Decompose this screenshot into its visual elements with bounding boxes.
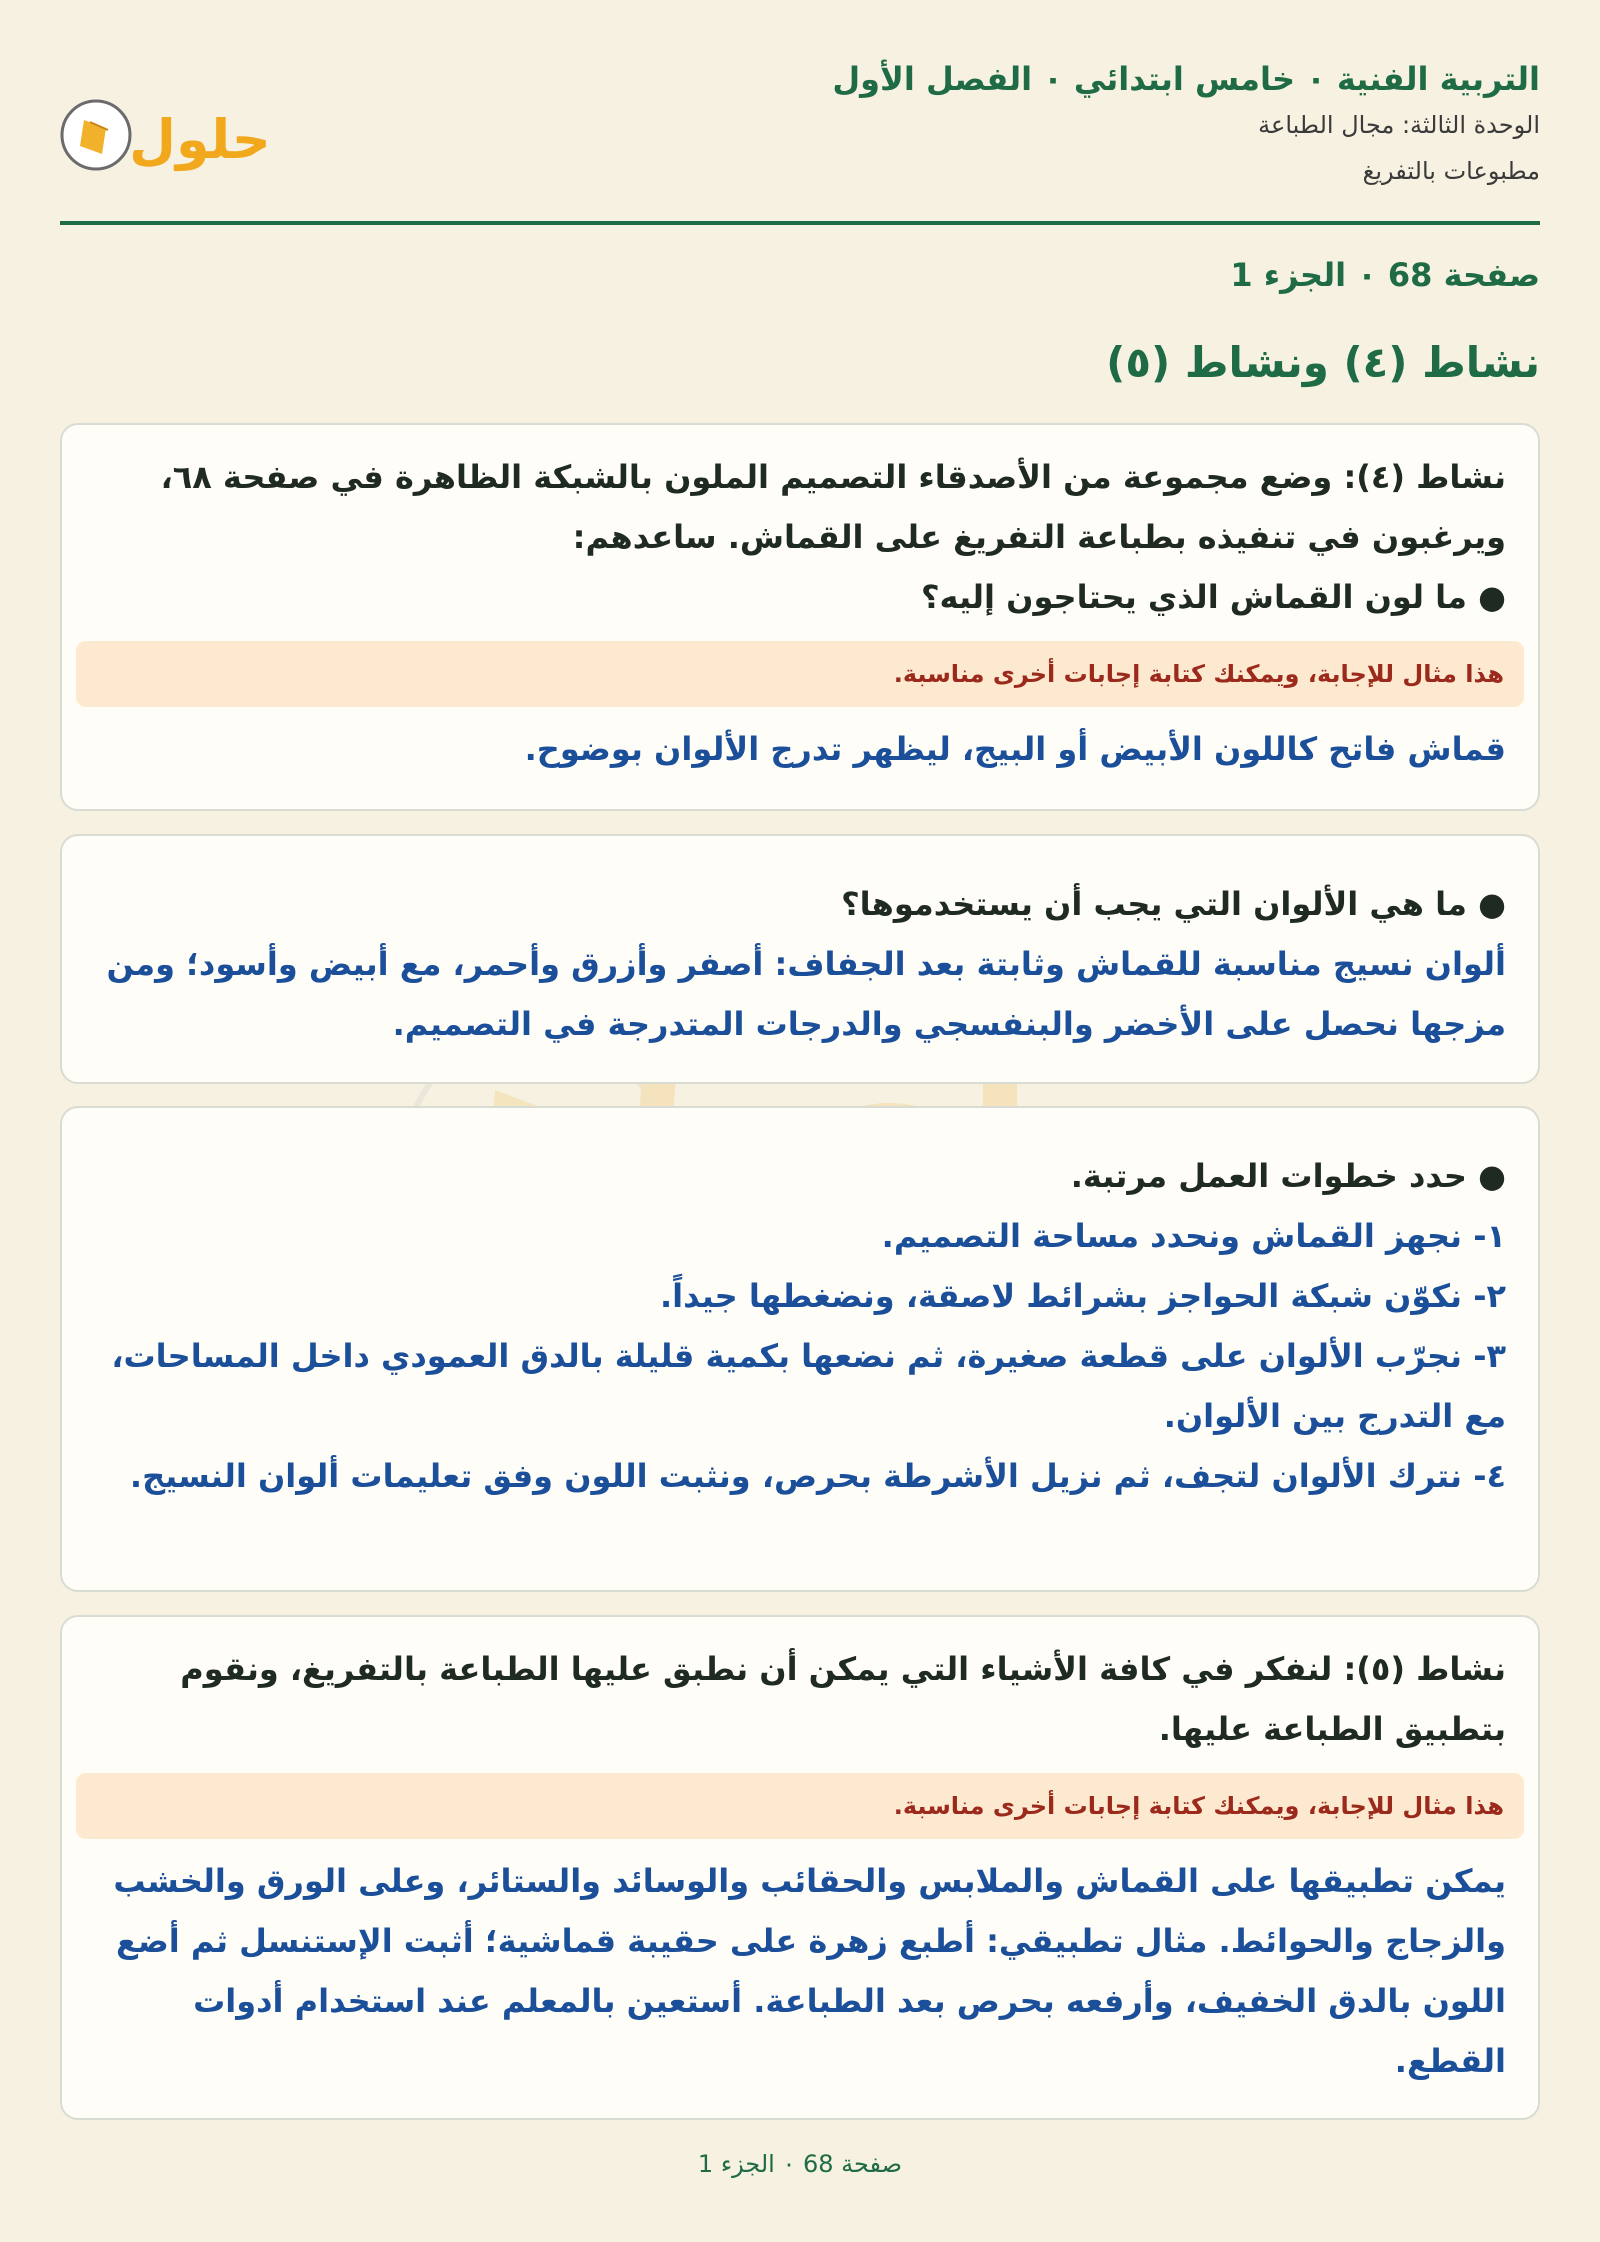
activity-4-question: نشاط (٤): وضع مجموعة من الأصدقاء التصميم الملون بالشبكة الظاهرة في صفحة ٦٨، ويرغبون في تنفيذه بطباعة التفريغ على القماش. ساعدهم: [160, 458, 1506, 556]
fabric-color-answer: قماش فاتح كاللون الأبيض أو البيج، ليظهر تدرج الألوان بوضوح. [524, 730, 1506, 768]
note-text: هذا مثال للإجابة، ويمكنك كتابة إجابات أخرى مناسبة. [893, 1792, 1504, 1820]
page-footer: صفحة 68 ۰ الجزء 1 [697, 2150, 903, 2178]
steps-question: ● حدد خطوات العمل مرتبة. [1070, 1157, 1506, 1195]
subject-title: التربية الفنية ۰ خامس ابتدائي ۰ الفصل الأول [832, 60, 1540, 98]
page-label: صفحة 68 ۰ الجزء 1 [1230, 256, 1540, 294]
colors-answer: ألوان نسيج مناسبة للقماش وثابتة بعد الجفاف: أصفر وأزرق وأحمر، مع أبيض وأسود؛ ومن مزجها نحصل على الأخضر والبنفسجي والدرجات المتدرجة في التصميم. [106, 945, 1506, 1043]
logo-text: حلول [129, 108, 271, 171]
activity-5-answer: يمكن تطبيقها على القماش والملابس والحقائب والوسائد والستائر، وعلى الورق والخشب والزجاج والحوائط. مثال تطبيقي: أطبع زهرة على حقيبة قماشية؛ أثبت الإستنسل ثم أضع اللون بالدق الخفيف، وأرفعه بحرص بعد الطباعة. أستعين بالمعلم عند استخدام أدوات القطع. [113, 1862, 1506, 2080]
fabric-color-question: ● ما لون القماش الذي يحتاجون إليه؟ [920, 578, 1506, 616]
header-text [832, 56, 1540, 194]
activity-5-question: نشاط (٥): لنفكر في كافة الأشياء التي يمكن أن نطبق عليها الطباعة بالتفريغ، ونقوم بتطبيق الطباعة عليها. [180, 1650, 1506, 1748]
unit-title: الوحدة الثالثة: مجال الطباعة [1258, 111, 1540, 139]
hulul-logo [60, 90, 280, 180]
section-title: نشاط (٤) ونشاط (٥) [1106, 338, 1540, 387]
step-item: ٢- نكوّن شبكة الحواجز بشرائط لاصقة، ونضغطها جيداً. [659, 1277, 1506, 1315]
step-item: ٤- نترك الألوان لتجف، ثم نزيل الأشرطة بحرص، ونثبت اللون وفق تعليمات ألوان النسيج. [129, 1457, 1506, 1495]
example-note [76, 1773, 1524, 1839]
colors-question: ● ما هي الألوان التي يجب أن يستخدموها؟ [841, 885, 1506, 923]
page-header [60, 50, 1540, 225]
step-item: ٣- نجرّب الألوان على قطعة صغيرة، ثم نضعها بكمية قليلة بالدق العمودي داخل المساحات، مع التدرج بين الألوان. [111, 1337, 1506, 1435]
activity-4-card [60, 423, 1540, 811]
page [60, 0, 1540, 2242]
lesson-title: مطبوعات بالتفريغ [1362, 157, 1540, 185]
steps-card [60, 1106, 1540, 1592]
colors-card [60, 834, 1540, 1084]
step-item: ١- نجهز القماش ونحدد مساحة التصميم. [881, 1217, 1506, 1255]
note-text: هذا مثال للإجابة، ويمكنك كتابة إجابات أخرى مناسبة. [893, 660, 1504, 688]
example-note [76, 641, 1524, 707]
book-icon [62, 101, 130, 169]
activity-5-card [60, 1615, 1540, 2120]
